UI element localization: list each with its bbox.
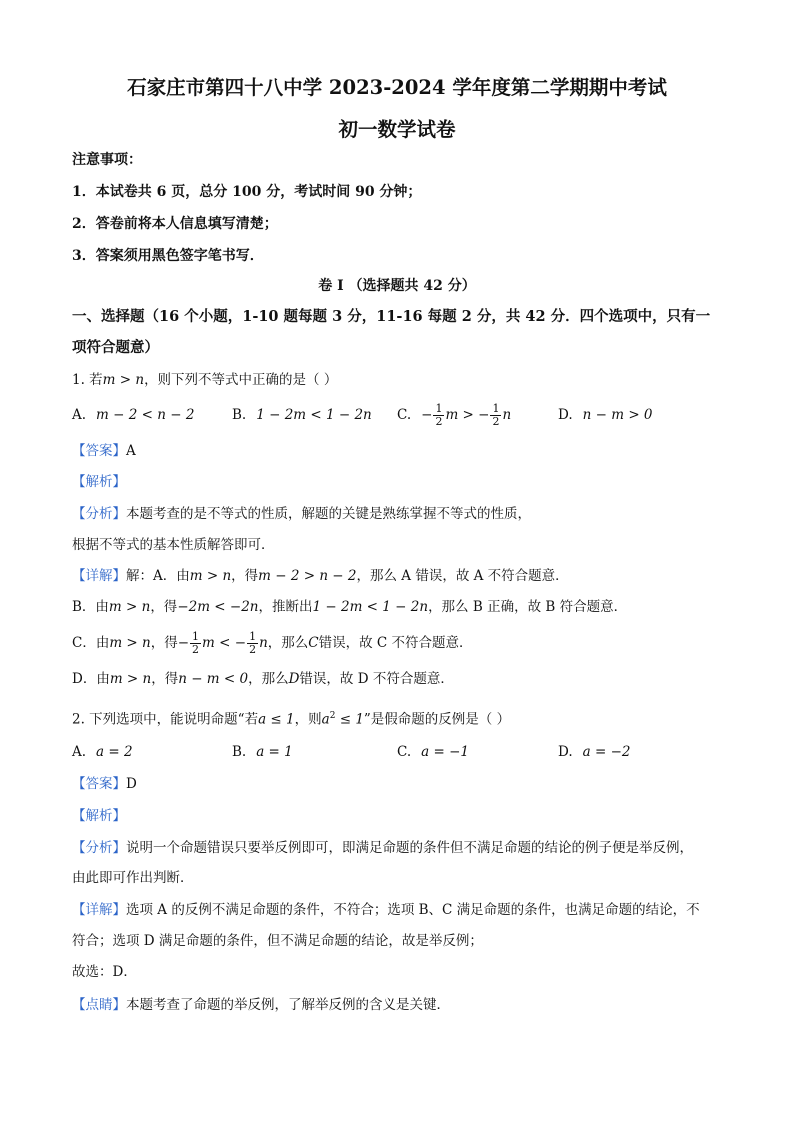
detail-text: ，那么 <box>248 671 289 687</box>
q1-stem-prefix: 1. 若 <box>72 372 103 388</box>
detail-math: D <box>288 671 300 687</box>
option-letter: D. <box>558 744 573 760</box>
detail-math: m > n <box>109 635 151 651</box>
q2-stem-suffix: ”是假命题的反例是（ ） <box>363 711 511 728</box>
detail-math: m > n <box>108 599 151 615</box>
option-letter: B. <box>232 744 247 760</box>
q1-fenxi <box>72 504 531 524</box>
detail-tag: 【详解】 <box>72 902 126 918</box>
q2-stem-math-rest: ≤ 1 <box>335 711 364 728</box>
detail-text: 选项 A 的反例不满足命题的条件，不符合；选项 B、C 满足命题的条件，也满足命题的结论，不 <box>126 902 700 918</box>
q1-stem-math: m > n <box>102 372 145 388</box>
fraction-denominator: 2 <box>192 642 200 656</box>
option-letter: A. <box>72 744 87 760</box>
q1-detail-line-4 <box>72 669 454 689</box>
option-text: n − m > 0 <box>582 407 653 423</box>
q2-option-c <box>397 738 469 766</box>
detail-math: n − m < 0 <box>178 671 249 687</box>
q1-detail-line-2 <box>72 597 627 617</box>
detail-text: ，得 <box>150 599 178 615</box>
q1-fenxi-line-2: 根据不等式的基本性质解答即可． <box>72 537 275 553</box>
detail-text: ，那么 A 错误，故 A 不符合题意． <box>356 568 569 584</box>
q1-option-a <box>72 401 194 429</box>
fenxi-tag: 【分析】 <box>72 506 126 522</box>
q2-stem <box>72 706 510 730</box>
detail-math: 1 − 2m < 1 − 2n <box>312 599 429 615</box>
fenxi-tag: 【分析】 <box>72 840 126 856</box>
detail-text: 错误，故 C 不符合题意． <box>318 635 473 651</box>
detail-minus: − <box>177 635 190 651</box>
detail-math: m > n <box>109 671 152 687</box>
q2-analysis-tag: 【解析】 <box>72 808 126 824</box>
fraction-numerator: 1 <box>492 401 500 415</box>
q2-fenxi <box>72 838 693 858</box>
section-title: 卷 I （选择题共 42 分） <box>318 278 476 294</box>
notice-item-1: 1．本试卷共 6 页，总分 100 分，考试时间 90 分钟； <box>72 184 422 200</box>
q1-option-d <box>558 401 653 429</box>
detail-math: −2m < −2n <box>177 599 259 615</box>
detail-math: m < − <box>202 635 247 651</box>
option-text: m − 2 < n − 2 <box>96 407 195 423</box>
answer-tag: 【答案】 <box>72 776 126 792</box>
detail-text: ，得 <box>150 635 178 651</box>
answer-tag: 【答案】 <box>72 443 126 459</box>
option-text-end: n <box>502 407 512 423</box>
detail-text: ，推断出 <box>258 599 313 615</box>
fraction-denominator: 2 <box>249 642 257 656</box>
option-text: a = −1 <box>421 744 469 760</box>
exam-title: 石家庄市第四十八中学 2023-2024 学年度第二学期期中考试 <box>127 76 667 99</box>
detail-text: ，那么 B 正确，故 B 符合题意． <box>428 599 628 615</box>
part-heading-line-2: 项符合题意） <box>72 339 159 356</box>
q1-analysis-tag: 【解析】 <box>72 474 126 490</box>
q2-fenxi-line-2: 由此即可作出判断． <box>72 870 194 886</box>
fraction <box>433 403 444 428</box>
detail-text: D．由 <box>72 671 110 687</box>
fraction <box>490 403 501 428</box>
q2-stem-prefix: 2. 下列选项中，能说明命题“若 <box>72 711 259 728</box>
detail-math: m − 2 > n − 2 <box>258 568 357 584</box>
option-letter: A. <box>72 407 87 423</box>
detail-text: 错误，故 D 不符合题意． <box>299 671 454 687</box>
q1-answer <box>72 441 136 461</box>
detail-math: C <box>308 635 319 651</box>
q2-stem-math-base: a <box>321 711 330 728</box>
fraction-numerator: 1 <box>192 629 200 643</box>
q2-option-b <box>232 738 293 766</box>
detail-text: C．由 <box>72 635 110 651</box>
q2-stem-mid: ，则 <box>294 711 322 728</box>
option-text: 1 − 2m < 1 − 2n <box>256 407 372 423</box>
option-text: a = −2 <box>582 744 631 760</box>
notice-heading: 注意事项： <box>72 152 142 168</box>
fenxi-text: 说明一个命题错误只要举反例即可，即满足命题的条件但不满足命题的结论的例子便是举反例， <box>126 840 693 856</box>
notice-item-3: 3．答案须用黑色签字笔书写． <box>72 248 264 264</box>
q2-options <box>72 738 722 766</box>
q1-detail-line-1 <box>72 566 569 586</box>
detail-math: n <box>259 635 268 651</box>
answer-value: D <box>126 776 137 792</box>
option-minus: − <box>421 407 433 423</box>
q2-option-a <box>72 738 133 766</box>
q1-option-c <box>397 401 511 429</box>
detail-text: ，那么 <box>267 635 309 651</box>
detail-tag: 【详解】 <box>72 568 126 584</box>
dianjing-text: 本题考查了命题的举反例，了解举反例的含义是关键． <box>126 997 450 1013</box>
exam-subtitle: 初一数学试卷 <box>338 118 456 141</box>
dianjing-tag: 【点睛】 <box>72 997 126 1013</box>
fenxi-text: 本题考查的是不等式的性质，解题的关键是熟练掌握不等式的性质， <box>126 506 531 522</box>
detail-math: m > n <box>189 568 232 584</box>
q1-stem-suffix: ，则下列不等式中正确的是（ ） <box>144 372 338 388</box>
fraction <box>190 631 201 656</box>
answer-value: A <box>126 443 136 459</box>
q2-dianjing <box>72 995 450 1015</box>
fraction-denominator: 2 <box>492 414 500 428</box>
fraction <box>247 631 258 656</box>
q2-option-d <box>558 738 630 766</box>
option-text: m > − <box>445 407 490 423</box>
option-text: a = 1 <box>256 744 293 760</box>
q2-detail <box>72 900 700 920</box>
option-letter: C. <box>397 744 412 760</box>
q1-detail-line-3 <box>72 630 473 656</box>
notice-item-2: 2．答卷前将本人信息填写清楚； <box>72 216 278 232</box>
part-heading-line-1: 一、选择题（16 个小题，1-10 题每题 3 分，11-16 每题 2 分，共 42 分．四个选项中，只有一 <box>72 308 711 325</box>
detail-text: ，得 <box>151 671 179 687</box>
option-letter: C. <box>397 407 412 423</box>
q1-options <box>72 401 722 429</box>
q2-detail-line-2: 符合；选项 D 满足命题的条件，但不满足命题的结论，故是举反例； <box>72 933 483 949</box>
fraction-denominator: 2 <box>435 414 443 428</box>
detail-text: 解：A．由 <box>126 568 190 584</box>
q1-stem <box>72 370 337 390</box>
q1-option-b <box>232 401 372 429</box>
option-text: a = 2 <box>96 744 133 760</box>
q2-stem-math: a ≤ 1 <box>258 711 295 728</box>
q2-answer <box>72 774 137 794</box>
option-letter: B. <box>232 407 247 423</box>
option-letter: D. <box>558 407 573 423</box>
detail-text: ，得 <box>231 568 259 584</box>
fraction-numerator: 1 <box>249 629 257 643</box>
q2-stem-math-exponent: 2 <box>329 711 336 721</box>
fraction-numerator: 1 <box>435 401 443 415</box>
q2-detail-line-3: 故选：D． <box>72 964 137 980</box>
detail-text: B．由 <box>72 599 109 615</box>
